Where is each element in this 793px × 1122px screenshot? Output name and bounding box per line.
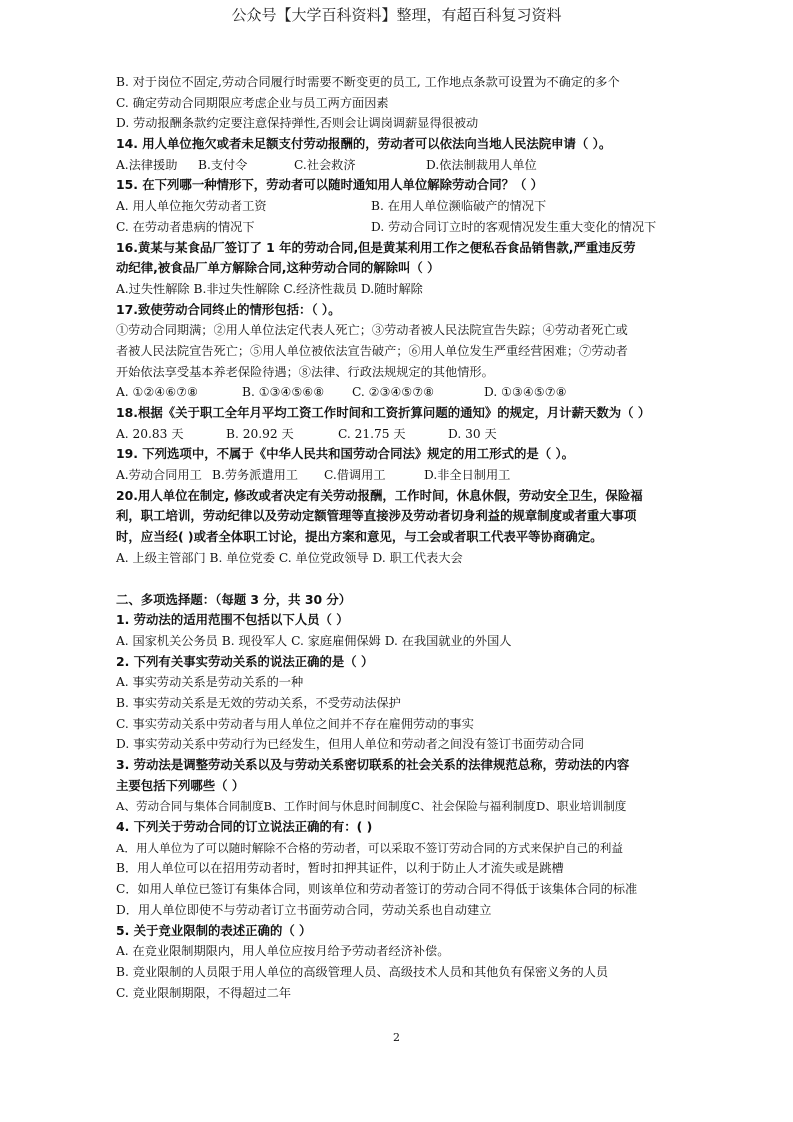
q16-stem-line1: 16.黄某与某食品厂签订了 1 年的劳动合同,但是黄某利用工作之便私吞食品销售款,严重违反劳: [116, 239, 636, 255]
q16-stem-line2: 动纪律,被食品厂单方解除合同,这种劳动合同的解除叫（ ）: [116, 260, 440, 276]
q14-options: [116, 155, 746, 176]
m5-option-b: B. 竞业限制的人员限于用人单位的高级管理人员、高级技术人员和其他负有保密义务的人员: [116, 964, 609, 979]
section2-title: 二、多项选择题：（每题 3 分，共 30 分）: [116, 591, 352, 607]
m5-option-c: C. 竞业限制期限，不得超过二年: [116, 985, 292, 1000]
q17-body-line2: 者被人民法院宣告死亡；⑤用人单位被依法宣告破产；⑥用人单位发生严重经营困难；⑦劳动者: [116, 343, 628, 358]
m2-option-d: D. 事实劳动关系中劳动行为已经发生，但用人单位和劳动者之间没有签订书面劳动合同: [116, 737, 585, 752]
q19-option-c: C.借调用工: [324, 468, 386, 483]
q14-option-b: B.支付令: [198, 157, 248, 172]
m4-option-a: A．用人单位为了可以随时解除不合格的劳动者，可以采取不签订劳动合同的方式来保护自己的利益: [116, 840, 623, 855]
m3-options: A、劳动合同与集体合同制度B、工作时间与休息时间制度C、社会保险与福利制度D、职业培训制度: [116, 799, 627, 814]
q14-stem: 14. 用人单位拖欠或者未足额支付劳动报酬的，劳动者可以依法向当地人民法院申请（ ）。: [116, 136, 612, 152]
prev-option-b: B. 对于岗位不固定,劳动合同履行时需要不断变更的员工, 工作地点条款可设置为不确定的多个: [116, 75, 620, 89]
m3-stem-line1: 3. 劳动法是调整劳动关系以及与劳动关系密切联系的社会关系的法律规范总称，劳动法的内容: [116, 757, 630, 772]
q17-option-a: A. ①②④⑥⑦⑧: [116, 385, 199, 400]
q19-stem: 19. 下列选项中，不属于《中华人民共和国劳动合同法》规定的用工形式的是（ ）。: [116, 446, 575, 462]
q18-option-c: C. 21.75 天: [338, 426, 406, 441]
m4-stem: 4. 下列关于劳动合同的订立说法正确的有：( ): [116, 819, 373, 835]
q18-stem: 18.根据《关于职工全年月平均工资工作时间和工资折算问题的通知》的规定，月计薪天数为（ ）: [116, 405, 651, 420]
document-body: [116, 72, 746, 1003]
m2-stem: 2. 下列有关事实劳动关系的说法正确的是（ ）: [116, 653, 374, 669]
prev-option-d: D. 劳动报酬条款约定要注意保持弹性,否则会让调岗调薪显得很被动: [116, 116, 479, 131]
m4-option-d: D．用人单位即使不与劳动者订立书面劳动合同，劳动关系也自动建立: [116, 902, 492, 917]
q17-options: [116, 382, 746, 403]
page-header: 公众号【大学百科资料】整理，有超百科复习资料: [231, 6, 562, 24]
q15-stem: 15. 在下列哪一种情形下，劳动者可以随时通知用人单位解除劳动合同？（ ）: [116, 177, 544, 193]
q20-stem-line1: 20.用人单位在制定, 修改或者决定有关劳动报酬，工作时间，休息休假，劳动安全卫生，保险福: [116, 487, 643, 503]
q17-body-line1: ①劳动合同期满；②用人单位法定代表人死亡；③劳动者被人民法院宣告失踪；④劳动者死亡或: [116, 323, 628, 338]
q19-option-b: B.劳务派遣用工: [212, 468, 298, 483]
q15-options-row1: [116, 196, 746, 217]
q14-option-a: A.法律援助: [116, 157, 178, 172]
q19-option-d: D.非全日制用工: [424, 468, 511, 483]
q14-option-d: D.依法制裁用人单位: [426, 157, 537, 172]
q20-stem-line3: 时，应当经( )或者全体职工讨论，提出方案和意见，与工会或者职工代表平等协商确定。: [116, 529, 603, 545]
q15-options-row2: [116, 217, 746, 238]
m1-options: A. 国家机关公务员 B. 现役军人 C. 家庭雇佣保姆 D. 在我国就业的外国人: [116, 633, 512, 648]
m4-option-c: C．如用人单位已签订有集体合同，则该单位和劳动者签订的劳动合同不得低于该集体合同的标准: [116, 882, 638, 897]
section-gap: [116, 569, 746, 590]
q20-stem-line2: 利，职工培训，劳动纪律以及劳动定额管理等直接涉及劳动者切身利益的规章制度或者重大事项: [116, 508, 637, 524]
page-number: 2: [393, 1031, 400, 1044]
m2-option-a: A. 事实劳动关系是劳动关系的一种: [116, 675, 304, 690]
q18-option-a: A. 20.83 天: [116, 426, 184, 441]
q17-option-b: B. ①③④⑤⑥⑧: [242, 385, 325, 400]
m2-option-b: B. 事实劳动关系是无效的劳动关系，不受劳动法保护: [116, 695, 401, 710]
q15-option-d: D. 劳动合同订立时的客观情况发生重大变化的情况下: [371, 219, 657, 234]
q15-option-b: B. 在用人单位濒临破产的情况下: [371, 199, 547, 214]
m5-stem: 5. 关于竞业限制的表述正确的（ ）: [116, 922, 312, 938]
q14-option-c: C.社会救济: [294, 157, 356, 172]
q16-options: A.过失性解除 B.非过失性解除 C.经济性裁员 D.随时解除: [116, 281, 423, 296]
m4-option-b: B．用人单位可以在招用劳动者时，暂时扣押其证件，以利于防止人才流失或是跳槽: [116, 861, 564, 876]
m2-option-c: C. 事实劳动关系中劳动者与用人单位之间并不存在雇佣劳动的事实: [116, 716, 474, 731]
q15-option-a: A. 用人单位拖欠劳动者工资: [116, 199, 267, 214]
q17-body-line3: 开始依法享受基本养老保险待遇；⑧法律、行政法规规定的其他情形。: [116, 364, 494, 379]
q18-option-d: D. 30 天: [448, 426, 497, 441]
m3-stem-line2: 主要包括下列哪些（ ）: [116, 777, 245, 793]
m5-option-a: A. 在竞业限制期限内，用人单位应按月给予劳动者经济补偿。: [116, 944, 450, 959]
q19-option-a: A.劳动合同用工: [116, 468, 202, 483]
q18-option-b: B. 20.92 天: [226, 426, 294, 441]
q19-options: [116, 465, 746, 486]
q20-options: A. 上级主管部门 B. 单位党委 C. 单位党政领导 D. 职工代表大会: [116, 550, 463, 565]
q17-stem: 17.致使劳动合同终止的情形包括：（ ）。: [116, 301, 341, 317]
q18-options: [116, 424, 746, 445]
prev-option-c: C. 确定劳动合同期限应考虑企业与员工两方面因素: [116, 95, 389, 110]
q15-option-c: C. 在劳动者患病的情况下: [116, 219, 255, 234]
m1-stem: 1. 劳动法的适用范围不包括以下人员（ ）: [116, 612, 349, 628]
q17-option-d: D. ①③④⑤⑦⑧: [484, 385, 567, 400]
q17-option-c: C. ②③④⑤⑦⑧: [352, 385, 435, 400]
